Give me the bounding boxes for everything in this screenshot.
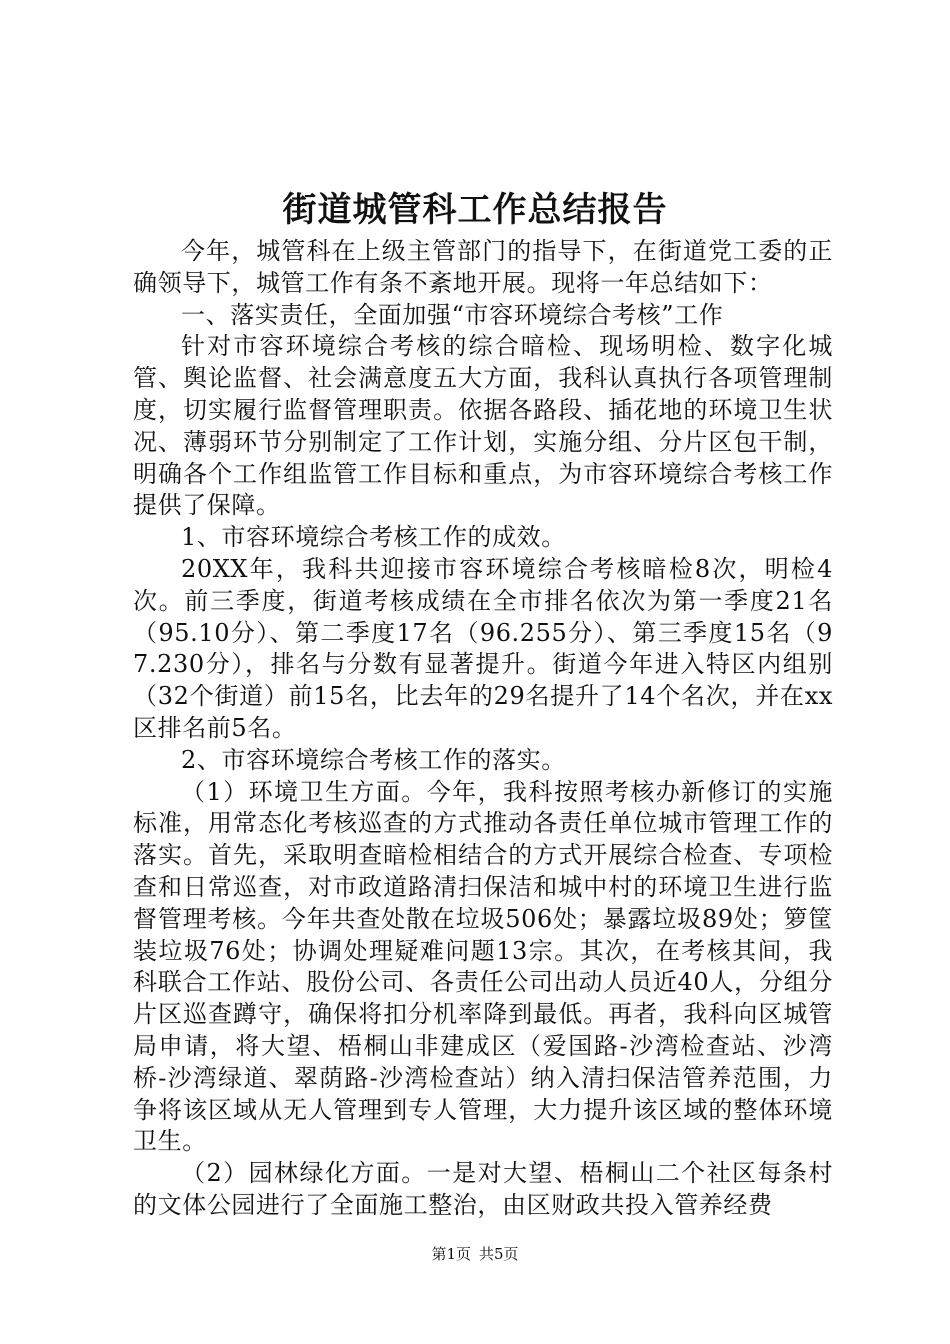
paragraph-results: 20XX年，我科共迎接市容环境综合考核暗检8次，明检4次。前三季度，街道考核成绩在全市排名依次为第一季度21名（95.10分）、第二季度17名（96.255分）、第三季度15名（97.230分），排名与分数有显著提升。街道今年进入特区内组别（32个街道）前15名，比去年的29名提升了14个名次，并在xx区排名前5名。 — [133, 554, 833, 742]
page-number: 第1页 — [431, 1245, 471, 1263]
document-body — [133, 236, 833, 1222]
paragraph-section-1: 针对市容环境综合考核的综合暗检、现场明检、数字化城管、舆论监督、社会满意度五大方面，我科认真执行各项管理制度，切实履行监督管理职责。依据各路段、插花地的环境卫生状况、薄弱环节分别制定了工作计划，实施分组、分片区包干制，明确各个工作组监管工作目标和重点，为市容环境综合考核工作提供了保障。 — [133, 332, 833, 520]
paragraph-greening: （2）园林绿化方面。一是对大望、梧桐山二个社区每条村的文体公园进行了全面施工整治，由区财政共投入管养经费 — [133, 1159, 833, 1219]
section-heading-1: 一、落实责任，全面加强“市容环境综合考核”工作 — [181, 300, 724, 329]
paragraph-sanitation: （1）环境卫生方面。今年，我科按照考核办新修订的实施标准，用常态化考核巡查的方式推动各责任单位城市管理工作的落实。首先，采取明查暗检相结合的方式开展综合检查、专项检查和日常巡查，对市政道路清扫保洁和城中村的环境卫生进行监督管理考核。今年共查处散在垃圾506处；暴露垃圾89处；箩筐装垃圾76处；协调处理疑难问题13宗。其次，在考核其间，我科联合工作站、股份公司、各责任公司出动人员近40人，分组分片区巡查蹲守，确保将扣分机率降到最低。再者，我科向区城管局申请，将大望、梧桐山非建成区（爱国路-沙湾检查站、沙湾桥-沙湾绿道、翠荫路-沙湾检查站）纳入清扫保洁管养范围，力争将该区域从无人管理到专人管理，大力提升该区域的整体环境卫生。 — [133, 777, 833, 1156]
page-footer — [0, 1244, 950, 1264]
subheading-2: 2、市容环境综合考核工作的落实。 — [181, 745, 566, 774]
subheading-1: 1、市容环境综合考核工作的成效。 — [181, 523, 566, 552]
paragraph-intro: 今年，城管科在上级主管部门的指导下，在街道党工委的正确领导下，城管工作有条不紊地开展。现将一年总结如下： — [133, 237, 833, 297]
page-total: 共5页 — [479, 1245, 519, 1263]
document-title: 街道城管科工作总结报告 — [282, 190, 668, 230]
